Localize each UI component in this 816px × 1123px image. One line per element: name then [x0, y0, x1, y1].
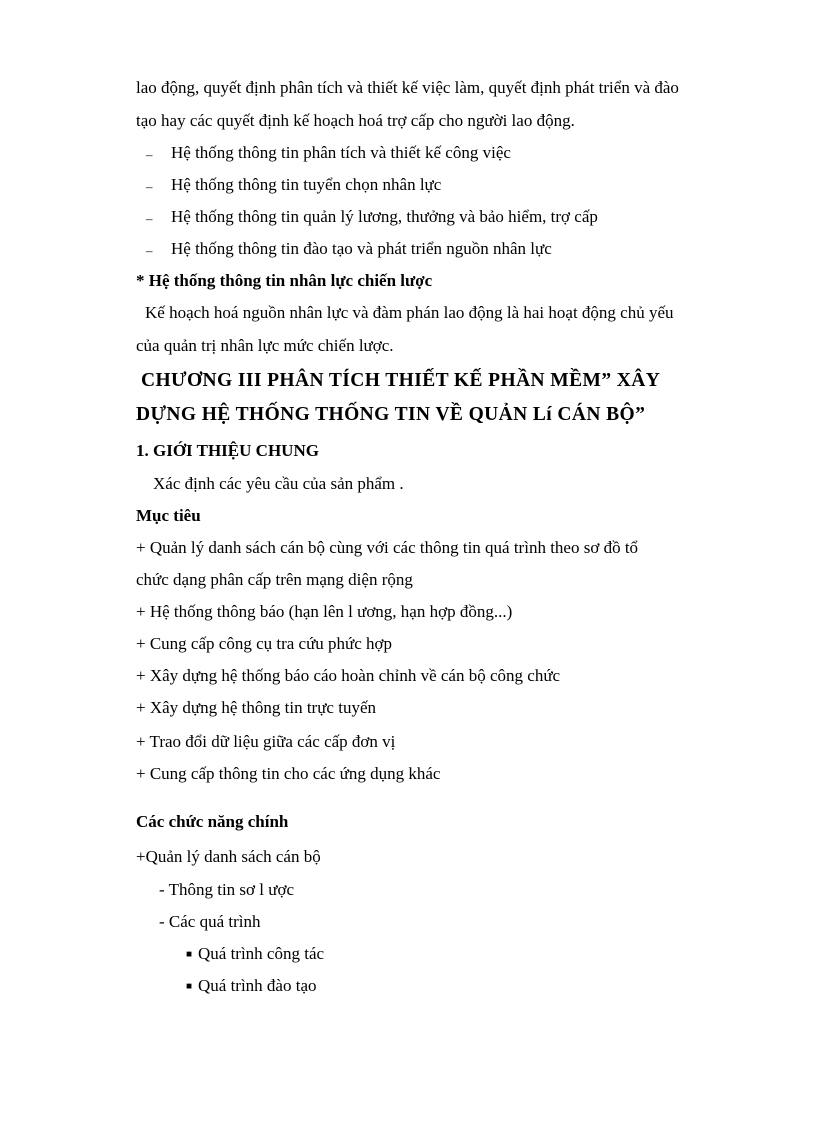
objective-item: + Cung cấp thông tin cho các ứng dụng khác	[136, 764, 441, 783]
strategic-line-2: của quản trị nhân lực mức chiến lược.	[136, 336, 394, 355]
chapter-title-line-1: CHƯƠNG III PHÂN TÍCH THIẾT KẾ PHẦN MỀM” XÂY	[141, 370, 661, 391]
section-intro: Xác định các yêu cầu của sản phẩm .	[153, 474, 404, 493]
bullet-marker: –	[146, 179, 153, 194]
objectives-heading: Mục tiêu	[136, 506, 201, 525]
intro-line-2: tạo hay các quyết định kế hoạch hoá trợ cấp cho người lao động.	[136, 111, 575, 130]
function-item: +Quản lý danh sách cán bộ	[136, 847, 321, 866]
objective-item: + Quản lý danh sách cán bộ cùng với các thông tin quá trình theo sơ đồ tổ	[136, 538, 639, 557]
square-bullet-icon: ■	[186, 981, 193, 992]
intro-line-1: lao động, quyết định phân tích và thiết kế việc làm, quyết định phát triển và đào	[136, 78, 679, 97]
bullet-marker: –	[146, 243, 153, 258]
function-sub-item: - Thông tin sơ l ược	[159, 880, 295, 899]
objective-item: + Xây dựng hệ thông tin trực tuyến	[136, 698, 377, 717]
objective-item: + Cung cấp công cụ tra cứu phức hợp	[136, 634, 393, 653]
bullet-item: Hệ thống thông tin phân tích và thiết kế công việc	[171, 143, 511, 162]
square-bullet-icon: ■	[186, 949, 193, 960]
objective-item: + Trao đổi dữ liệu giữa các cấp đơn vị	[136, 732, 396, 751]
bullet-item: Hệ thống thông tin quản lý lương, thưởng và bảo hiểm, trợ cấp	[171, 207, 598, 226]
strategic-heading: * Hệ thống thông tin nhân lực chiến lược	[136, 271, 433, 290]
bullet-item: Hệ thống thông tin tuyển chọn nhân lực	[171, 175, 442, 194]
chapter-title-line-2: DỰNG HỆ THỐNG THỐNG TIN VỀ QUẢN Lí CÁN BỘ”	[136, 404, 646, 425]
function-subsub-item: Quá trình công tác	[198, 944, 325, 963]
objective-item: + Xây dựng hệ thống báo cáo hoàn chỉnh về cán bộ công chức	[136, 666, 561, 685]
functions-heading: Các chức năng chính	[136, 812, 289, 831]
function-sub-item: - Các quá trình	[159, 912, 261, 931]
function-subsub-item: Quá trình đào tạo	[198, 976, 317, 995]
bullet-marker: –	[146, 211, 153, 226]
bullet-marker: –	[146, 147, 153, 162]
objective-item: + Hệ thống thông báo (hạn lên l ương, hạn hợp đồng...)	[136, 602, 513, 621]
objective-item: chức dạng phân cấp trên mạng diện rộng	[136, 570, 413, 589]
section-heading: 1. GIỚI THIỆU CHUNG	[136, 441, 319, 460]
strategic-line-1: Kế hoạch hoá nguồn nhân lực và đàm phán lao động là hai hoạt động chủ yếu	[145, 303, 674, 322]
bullet-item: Hệ thống thông tin đào tạo và phát triển nguồn nhân lực	[171, 239, 552, 258]
